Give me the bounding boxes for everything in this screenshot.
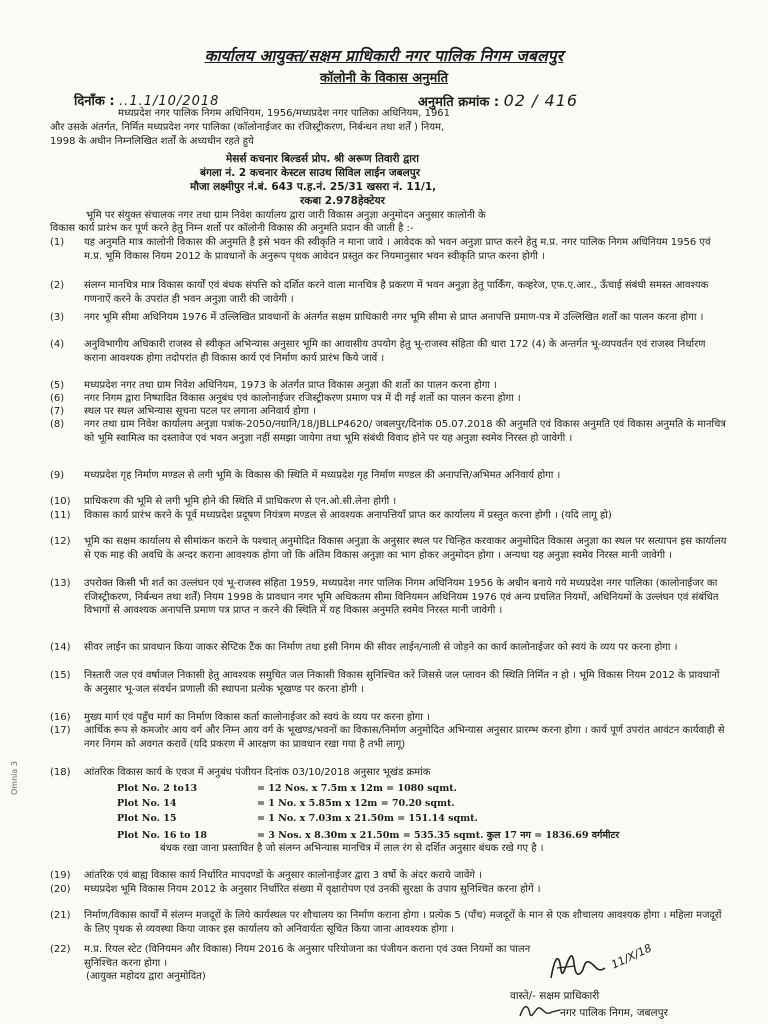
intro-line-3: 1998 के अधीन निम्नलिखित शर्तों के अध्यधीन रहते हुये <box>50 136 254 147</box>
office-title: कार्यालय आयुक्त/सक्षम प्राधिकारी नगर पालिक निगम जबलपुर <box>204 47 564 65</box>
condition-4: (4) अनुविभागीय अधिकारी राजस्व से स्वीकृत अभिन्यास अनुसार भूमि का आवासीय उपयोग हेतु भू-राजस्व संहिता की धारा 172 (4) के अन्तर्गत भू-व्यपवर्तन एवं राजस्व निर्धारण कराना आवश्यक होगा तदोपरांत ही विकास कार्य एवं निर्माण कार्य प्रारंभ किये जावें । <box>50 339 706 364</box>
plot-row: Plot No. 16 to 18 = 3 Nos. x 8.30m x 21.50m = 535.35 sqmt. कुल 17 नग = 1836.69 वर्गमीटर <box>117 830 620 841</box>
condition-9: (9) मध्यप्रदेश गृह निर्माण मण्डल से लगी भूमि के विकास की स्थिति में मध्यप्रदेश गृह निर्माण मण्डल की अनापत्ति/अभिमत अनिवार्य होगा । <box>50 470 561 481</box>
signature-date: 11/X/18 <box>609 941 654 972</box>
party-line-4: रकबा 2.978हेक्टेयर <box>300 195 385 207</box>
preamble-line-2: विकास कार्य प्रारंभ कर पूर्ण करने हेतु निम्न शर्तो पर कॉलोनी विकास की अनुमति प्रदान की जाती है :- <box>50 223 414 234</box>
authority-line-1: वास्ते/- सक्षम प्राधिकारी <box>510 990 600 1002</box>
condition-8: (8) नगर तथा ग्राम निवेश कार्यालय अनुज्ञा पत्रांक-2050/नग्रानि/18/JBLLP4620/ जबलपुर/दिनांक 05.07.2018 की अनुमति एवं विकास अनुमति एवं विकास अनुमति के मानचित्र को भूमि स्वामित्व का दस्तावेज एवं भवन अनुज्ञा नहीं समझा जायेगा तथा भूमि संबंधी विवाद होने पर यह अनुज्ञा स्वमेव निरस्त हो जावेगी । <box>50 419 726 444</box>
approval-note: (आयुक्त महोदय द्वारा अनुमोदित) <box>86 971 206 982</box>
authority-line-2: नगर पालिक निगम, जबलपुर <box>560 1007 668 1019</box>
handwritten-signature <box>545 948 611 984</box>
handwritten-initials <box>518 1002 562 1020</box>
party-line-1: मेसर्स कचनार बिल्डर्स प्रोप. श्री अरूण तिवारी द्वारा <box>226 153 419 165</box>
margin-stamp: Omnia 3 <box>10 761 19 795</box>
condition-15: (15) निस्तारी जल एवं वर्षाजल निकासी हेतु आवश्यक समुचित जल निकासी विकास सुनिश्चित करें जिससे जल प्लावन की स्थिति निर्मित न हो । भूमि विकास नियम 2012 के प्रावधानों के अनुसार भू-जल संवर्धन प्रणाली की स्थापना प्रत्येक भूखण्ड पर करना होगी । <box>50 670 720 695</box>
plot-row: Plot No. 2 to13 = 12 Nos. x 7.5m x 12m = 1080 sqmt. <box>117 783 457 794</box>
condition-14: (14) सीवर लाईन का प्रावधान किया जाकर सेप्टिक टैंक का निर्माण तथा इसी निगम की सीवर लाईन/नाली से जोड़ने का कार्य कालोनाईजर को स्वयं के व्यय पर करना होगा । <box>50 642 678 653</box>
condition-5: (5) मध्यप्रदेश नगर तथा ग्राम निवेश अधिनियम, 1973 के अंतर्गत प्राप्त विकास अनुज्ञा की शर्तो का पालन करना होगा । <box>50 380 497 391</box>
intro-line-1: मध्यप्रदेश नगर पालिक निगम अधिनियम, 1956/मध्यप्रदेश नगर पालिका अधिनियम, 1961 <box>118 108 451 119</box>
date-label: दिनाँक : <box>74 94 115 109</box>
condition-10: (10) प्राधिकरण की भूमि से लगी भूमि होने की स्थिति में प्राधिकरण से एन.ओ.सी.लेना होगी । <box>50 496 397 507</box>
plot-row: Plot No. 15 = 1 No. x 7.03m x 21.50m = 151.14 sqmt. <box>117 813 478 824</box>
condition-21: (21) निर्माण/विकास कार्यों में संलग्न मजदूरों के लिये कार्यस्थल पर शौचालय का निर्माण कराना होगा । प्रत्येक 5 (पाँच) मजदूरों के मान से एक शौचालय आवश्यक होगा । महिला मजदूरों के लिए पृथक से व्यवस्था किया जाकर इस कार्यालय को अनिवार्यतः सूचित किया जाना आवश्यक होगा । <box>50 910 722 935</box>
condition-2: (2) संलग्न मानचित्र मात्र विकास कार्यों एवं बंधक संपत्ति को दर्शित करने वाला मानचित्र है प्रकरण में भवन अनुज्ञा हेतु पार्किंग, कव्हरेज, एफ.ए.आर., ऊँचाई संबंधी समस्त आवश्यक गणनाऐं करने के उपरांत ही भवन अनुज्ञा जारी की जावेगी । <box>50 280 709 305</box>
permit-label: अनुमति क्रमांक : <box>418 95 500 110</box>
condition-11: (11) विकास कार्य प्रारंभ करने के पूर्व मध्यप्रदेश प्रदूषण नियंत्रण मण्डल से आवश्यक अनापत्तियाँ प्राप्त कर कार्यालय में प्रस्तुत करना होगी । (यदि लागू हो) <box>50 510 612 521</box>
party-line-2: बंगला नं. 2 कचनार केस्टल साउथ सिविल लाईन जबलपुर <box>200 167 421 179</box>
condition-3: (3) नगर भूमि सीमा अधिनियम 1976 में उल्लिखित प्रावधानों के अंतर्गत सक्षम प्राधिकारी नगर भूमि सीमा से प्राप्त अनापत्ति प्रमाण-पत्र में उल्लिखित शर्तों का पालन करना होगा । <box>50 312 704 323</box>
intro-line-2: और उसके अंतर्गत, निर्मित मध्यप्रदेश नगर पालिका (कॉलोनाईजर का रजिस्ट्रीकरण, निर्बन्धन तथा शर्तें ) नियम, <box>50 122 445 133</box>
condition-19: (19) आंतरिक एवं बाह्य विकास कार्य निर्धारित मापदण्डों के अनुसार कालोनाईजर द्वारा 3 वर्षो के अंदर कराये जावेंगे । <box>50 870 483 881</box>
document-subtitle: कॉलोनी के विकास अनुमति <box>319 71 449 86</box>
condition-18: (18) आंतरिक विकास कार्य के एवज में अनुबंध पंजीयन दिनांक 03/10/2018 अनुसार भूखंड क्रमांक <box>50 767 431 778</box>
condition-22: (22) म.प्र. रियल स्टेट (विनियमन और विकास) नियम 2016 के अनुसार परियोजना का पंजीयन कराना एवं उक्त नियमों का पालन सुनिश्चित करना होगा । <box>50 944 531 969</box>
condition-1: (1) यह अनुमति मात्र कालोनी विकास की अनुमति है इसे भवन की स्वीकृति न माना जावे । आवेदक को भवन अनुज्ञा प्राप्त करने हेतु म.प्र. नगर पालिक निगम अधिनियम 1956 एवं म.प्र. भूमि विकास नियम 2012 के प्रावधानों के अनुरूप पृथक आवेदन प्रस्तुत कर नियमानुसार भवन स्वीकृति प्राप्त करना होगी । <box>50 237 711 262</box>
permit-value: 02 / 416 <box>503 91 579 110</box>
preamble-line-1: भूमि पर संयुक्त संचालक नगर तथा ग्राम निवेश कार्यालय द्वारा जारी विकास अनुज्ञा अनुमोदन अनुसार कालोनी के <box>86 210 486 221</box>
plots-note: बंधक रखा जाना प्रस्तावित है जो संलग्न अभिन्यास मानचित्र में लाल रंग से दर्शित अनुसार बंधक रखे गए है । <box>160 843 544 854</box>
condition-13: (13) उपरोक्त किसी भी शर्त का उल्लंघन एवं भू-राजस्व संहिता 1959, मध्यप्रदेश नगर पालिक निगम अधिनियम 1956 के अधीन बनाये गये मध्यप्रदेश नगर पालिका (कालोनाईजर का रजिस्ट्रीकरण, निर्बन्धन तथा शर्तें) नियम 1998 के प्रावधान नगर भूमि अधिकतम सीमा विनियमन अधिनियम 1976 एवं अन्य प्रचलित नियमों, अधिनियमों के उल्लंघन एवं संबंधित विभागों से आवश्यक अनापत्ति प्रमाण पत्र प्राप्त न करने की स्थिति में यह विकास अनुमति स्वमेव निरस्त मानी जावेगी । <box>50 578 719 617</box>
condition-16: (16) मुख्य मार्ग एवं पहुँच मार्ग का निर्माण विकास कर्ता कालोनाईजर को स्वयं के व्यय पर करना होगा । <box>50 712 430 723</box>
condition-6: (6) नगर निगम द्वारा निष्पादित विकास अनुबंध एवं कालोनाईजर रजिस्ट्रीकरण प्रमाण पत्र में दी गई शर्तो का पालन करना होगा । <box>50 393 521 404</box>
plot-row: Plot No. 14 = 1 No. x 5.85m x 12m = 70.20 sqmt. <box>117 798 455 809</box>
date-value: ..1.1/10/2018 <box>119 94 220 109</box>
condition-12: (12) भूमि का सक्षम कार्यालय से सीमांकन कराने के पश्चात् अनुमोदित विकास अनुज्ञा के अनुसार स्थल पर चिन्हित करवाकर अनुमोदित विकास अनुज्ञा का स्थल पर सत्यापन इस कार्यालय से एक माह की अवधि के अन्दर कराना आवश्यक होगा जो कि अंतिम विकास अनुज्ञा का भाग होकर अनुमोदन होगा । अन्यथा यह अनुज्ञा स्वमेव निरस्त मानी जावेगी । <box>50 536 727 561</box>
condition-7: (7) स्थल पर स्थल अभिन्यास सूचना पटल पर लगाना अनिवार्य होगा । <box>50 406 316 417</box>
condition-20: (20) मध्यप्रदेश भूमि विकास नियम 2012 के अनुसार निर्धारित संख्या में वृक्षारोपण एवं उनकी सुरक्षा के उपाय सुनिश्चित करना होगें । <box>50 884 541 895</box>
condition-17: (17) आर्थिक रूप से कमजोर आय वर्ग और निम्न आय वर्ग के भूखण्ड/भवनों का विकास/निर्माण अनुमोदित अभिन्यास अनुसार प्रारम्भ करना होगा । कार्य पूर्ण उपरांत आवंटन कार्यवाही से नगर निगम को अवगत करावें (यदि प्रकरण में आरक्षण का प्रावधान रखा गया है तभी लागू) <box>50 725 725 750</box>
party-line-3: मौजा लक्ष्मीपुर नं.बं. 643 प.ह.नं. 25/31 खसरा नं. 11/1, <box>190 181 437 193</box>
